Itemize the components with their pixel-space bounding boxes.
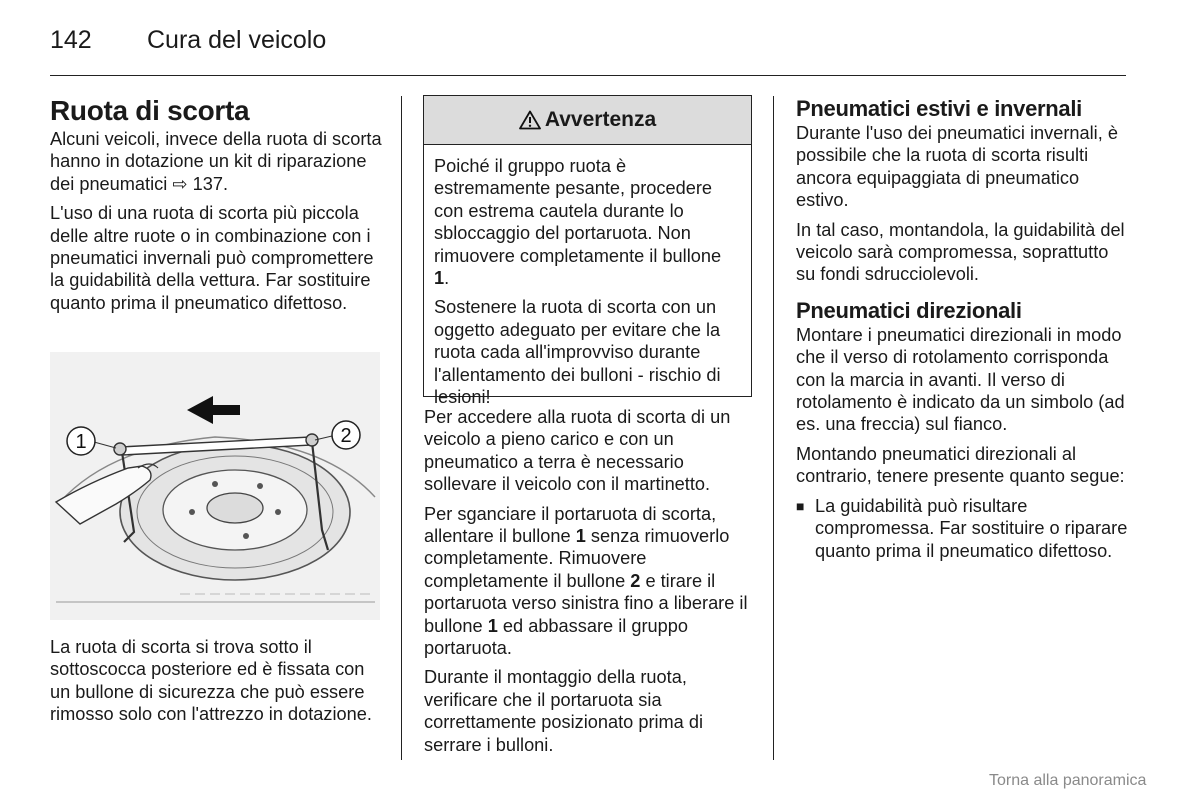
- bolt-number: 1: [575, 526, 586, 547]
- page-number: 142: [50, 26, 92, 54]
- column-divider-right: [773, 96, 774, 760]
- release-text-e: ed abbassare il gruppo portaruota.: [424, 615, 688, 659]
- paragraph-spare-location: La ruota di scorta si trova sotto il sottoscocca posteriore ed è fissata con un bullone di sicurezza che può essere rimosso solo con l'attrezzo in dotazione.: [50, 637, 372, 725]
- section-heading-directional: Pneumatici direzionali: [796, 297, 1022, 323]
- warning-text-1: Poiché il gruppo ruota è estremamente pesante, procedere con estrema cautela durante lo sbloccaggio del portaruota. Non rimuovere completamente il bullone: [434, 156, 722, 266]
- spare-wheel-illustration: [50, 352, 380, 620]
- warning-body: [424, 145, 751, 408]
- paragraph-mounting: Durante il montaggio della ruota, verificare che il portaruota sia correttamente posizionato prima di serrare i bulloni.: [424, 667, 704, 755]
- back-to-overview-link[interactable]: Torna alla panoramica: [989, 772, 1147, 789]
- header-divider: [50, 75, 1126, 76]
- bullet-square-icon: ■: [796, 497, 805, 514]
- warning-triangle-icon: [519, 110, 541, 130]
- paragraph-smaller-wheel: L'uso di una ruota di scorta più piccola delle altre ruote o in combinazione con i pneumatici invernali può compromettere la guidabilità della vettura. Far sostituire quanto prima il pneumatico difettoso.: [50, 203, 374, 313]
- warning-title: Avvertenza: [544, 108, 657, 131]
- bolt-number: 2: [630, 570, 641, 591]
- column-3: [796, 96, 1130, 562]
- column-divider-left: [401, 96, 402, 760]
- figure-label-2: 2: [340, 425, 352, 447]
- paragraph-intro: [50, 128, 384, 195]
- list-item: [796, 495, 1130, 562]
- paragraph-directional-mount: Montare i pneumatici direzionali in modo che il verso di rotolamento corrisponda con la marcia in avanti. Il verso di rotolamento è indicato da un simbolo (ad es. una freccia) sul fianco.: [796, 324, 1125, 435]
- intro-text: Alcuni veicoli, invece della ruota di scorta hanno in dotazione un kit di riparazione dei pneumatici: [50, 129, 382, 194]
- page-ref-link[interactable]: 137.: [192, 173, 229, 194]
- release-text-d: e tirare il portaruota verso sinistra fino a liberare il bullone: [424, 570, 748, 636]
- section-heading-spare-wheel: Ruota di scorta: [50, 95, 250, 126]
- column-1-bottom: [50, 636, 384, 726]
- release-text-c: senza rimuoverlo completamente. Rimuovere completamente il bullone: [424, 526, 730, 591]
- bolt-number: 1: [487, 615, 498, 636]
- figure-label-1: 1: [75, 431, 87, 453]
- warning-header: [424, 96, 751, 145]
- spare-wheel-drawing: [50, 352, 380, 620]
- paragraph-release: [424, 503, 754, 660]
- page-section-title: Cura del veicolo: [147, 26, 327, 54]
- warning-paragraph-2: Sostenere la ruota di scorta con un oggetto adeguato per evitare che la ruota cada all'improvviso durante l'allentamento dei bulloni - rischio di lesioni!: [434, 297, 721, 408]
- release-text-a: Per sganciare il portaruota di scorta, allentare il bullone: [424, 503, 717, 547]
- paragraph-winter-use: Durante l'uso dei pneumatici invernali, è possibile che la ruota di scorta risulti ancora equipaggiata di pneumatico estivo.: [796, 123, 1118, 211]
- section-heading-summer-winter: Pneumatici estivi e invernali: [796, 96, 1082, 121]
- page-ref-arrow-icon: ⇨: [172, 173, 188, 194]
- column-1: [50, 96, 384, 314]
- warning-paragraph-1: [434, 155, 741, 289]
- paragraph-reverse-mount: Montando pneumatici direzionali al contrario, tenere presente quanto segue:: [796, 443, 1125, 487]
- bolt-number: 1: [434, 268, 445, 289]
- column-2: [424, 406, 754, 756]
- bullet-text: La guidabilità può risultare compromessa. Far sostituire o riparare quanto prima il pneumatico difettoso.: [815, 495, 1128, 561]
- warning-box: [423, 95, 752, 408]
- paragraph-handling: In tal caso, montandola, la guidabilità del veicolo sarà compromessa, soprattutto su fondi sdrucciolevoli.: [796, 219, 1125, 285]
- paragraph-access: Per accedere alla ruota di scorta di un veicolo a pieno carico e con un pneumatico a terra è necessario sollevare il veicolo con il martinetto.: [424, 407, 731, 495]
- warning-text-1-end: .: [444, 268, 450, 289]
